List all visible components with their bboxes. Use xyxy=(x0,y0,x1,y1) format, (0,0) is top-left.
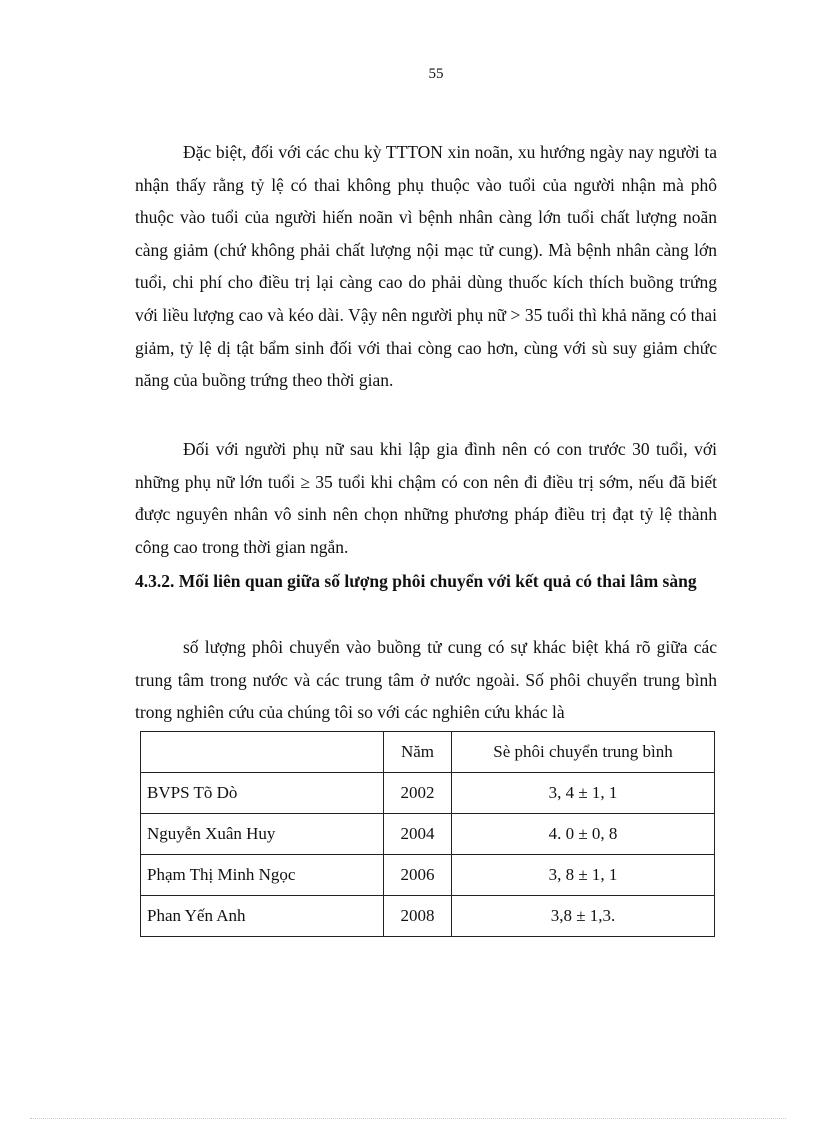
paragraph-2-block xyxy=(135,433,717,563)
section-heading: 4.3.2. Mối liên quan giữa số lượng phôi chuyển với kết quả có thai lâm sàng xyxy=(135,571,697,591)
table-row xyxy=(141,773,715,814)
row-name-cell: BVPS Tõ Dò xyxy=(141,773,384,814)
table-row xyxy=(141,814,715,855)
row-value-cell: 3,8 ± 1,3. xyxy=(452,896,715,937)
row-value-cell: 3, 8 ± 1, 1 xyxy=(452,855,715,896)
table-row xyxy=(141,855,715,896)
paragraph-2: Đối với người phụ nữ sau khi lập gia đình nên có con trước 30 tuổi, với những phụ nữ lớn tuổi ≥ 35 tuổi khi chậm có con nên đi điều trị sớm, nếu đã biết được nguyên nhân vô sinh nên chọn những phương pháp điều trị đạt tỷ lệ thành công cao trong thời gian ngắn. xyxy=(135,439,717,557)
paragraph-3-block xyxy=(135,631,717,729)
table-row xyxy=(141,896,715,937)
row-name-cell: Phan Yến Anh xyxy=(141,896,384,937)
paragraph-1-block xyxy=(135,136,717,397)
header-cell-value: Sè phôi chuyển trung bình xyxy=(452,732,715,773)
paragraph-3: số lượng phôi chuyển vào buồng tử cung có sự khác biệt khá rõ giữa các trung tâm trong nước và các trung tâm ở nước ngoài. Số phôi chuyển trung bình trong nghiên cứu của chúng tôi so với các nghiên cứu khác là xyxy=(135,637,717,723)
row-year-cell: 2004 xyxy=(384,814,452,855)
row-value-cell: 4. 0 ± 0, 8 xyxy=(452,814,715,855)
row-value-cell: 3, 4 ± 1, 1 xyxy=(452,773,715,814)
header-cell-year: Năm xyxy=(384,732,452,773)
page-number: 55 xyxy=(428,66,444,82)
embryo-transfer-table xyxy=(140,731,715,937)
row-year-cell: 2002 xyxy=(384,773,452,814)
row-name-cell: Phạm Thị Minh Ngọc xyxy=(141,855,384,896)
paragraph-1: Đặc biệt, đối với các chu kỳ TTTON xin noãn, xu hướng ngày nay người ta nhận thấy rằng tỷ lệ có thai không phụ thuộc vào tuổi của người nhận mà phô thuộc vào tuổi của người hiến noãn vì bệnh nhân càng lớn tuổi chất lượng noãn càng giảm (chứ không phải chất lượng nội mạc tử cung). Mà bệnh nhân càng lớn tuổi, chi phí cho điều trị lại càng cao do phải dùng thuốc kích thích buồng trứng với liều lượng cao và kéo dài. Vậy nên người phụ nữ > 35 tuổi thì khả năng có thai giảm, tỷ lệ dị tật bẩm sinh đối với thai còng cao hơn, cùng với sù suy giảm chức năng của buồng trứng theo thời gian. xyxy=(135,142,717,391)
header-cell-name xyxy=(141,732,384,773)
page-bottom-divider xyxy=(30,1118,786,1119)
table-header-row xyxy=(141,732,715,773)
row-name-cell: Nguyễn Xuân Huy xyxy=(141,814,384,855)
row-year-cell: 2008 xyxy=(384,896,452,937)
row-year-cell: 2006 xyxy=(384,855,452,896)
